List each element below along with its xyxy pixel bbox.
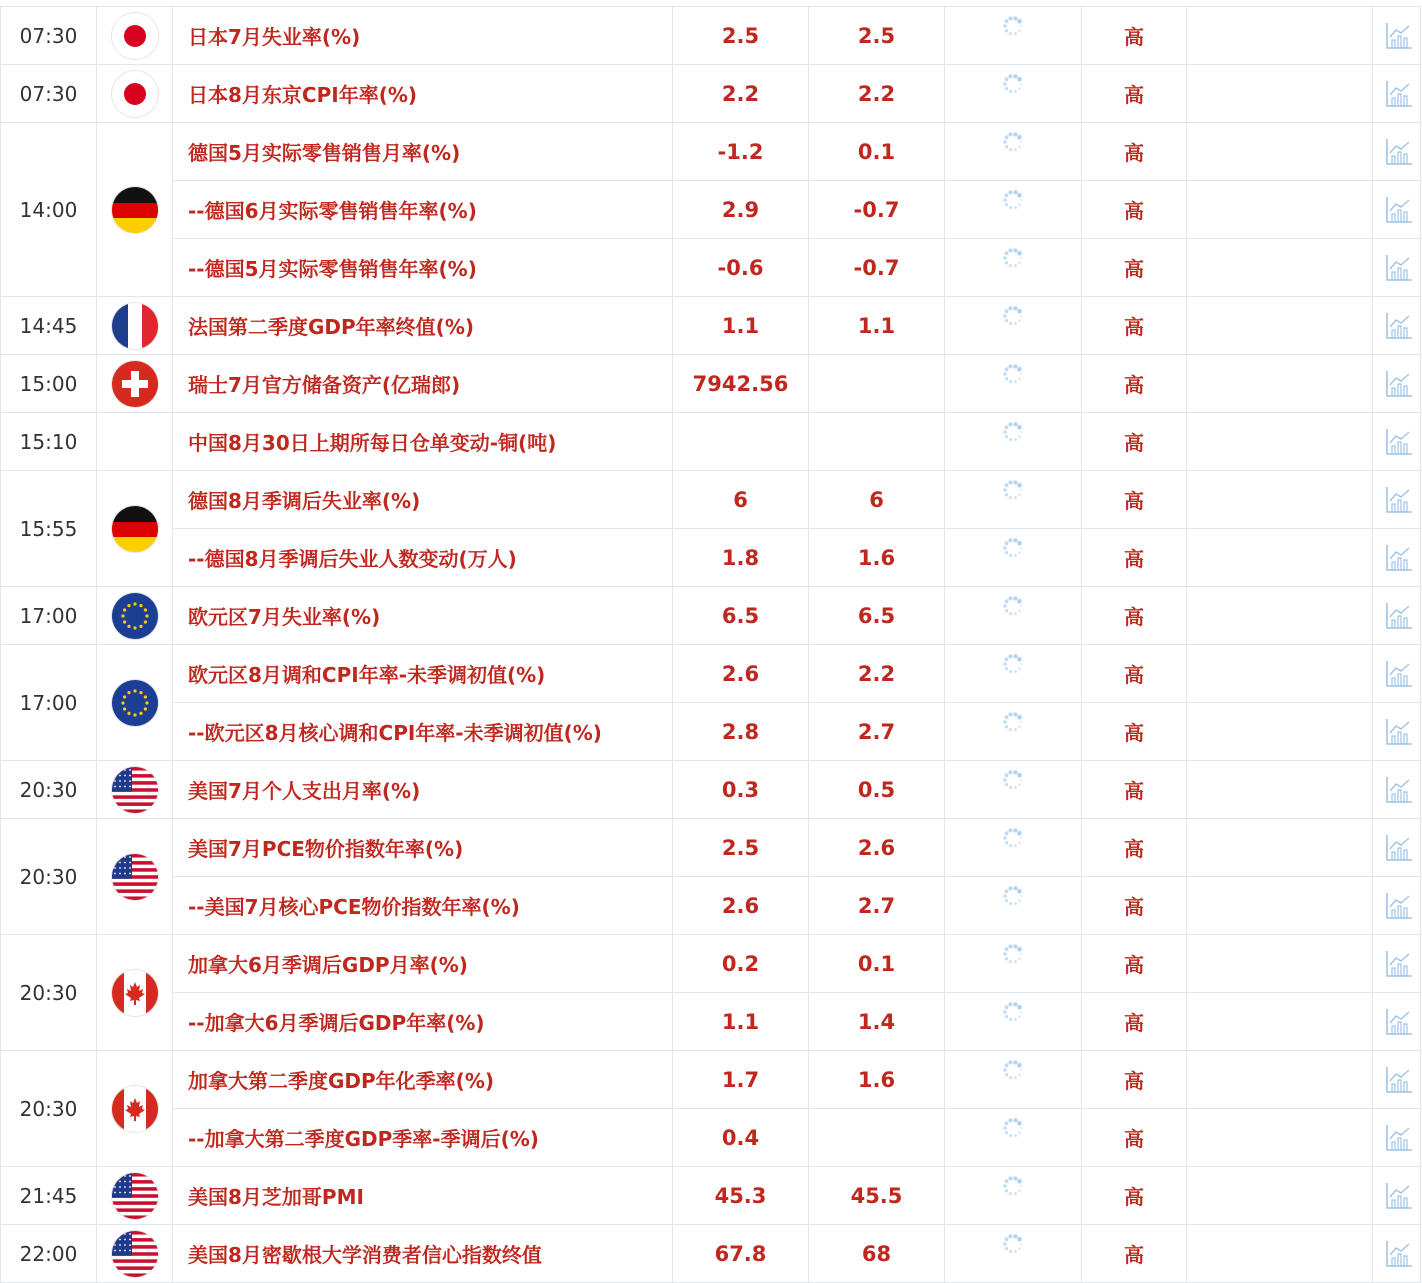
forecast-value: 1.4 [809,993,945,1051]
forecast-value: 2.7 [809,877,945,935]
chart-icon[interactable] [1380,953,1414,972]
chart-cell[interactable] [1373,935,1421,993]
table-row [1,761,1421,819]
chart-cell[interactable] [1373,1109,1421,1167]
forecast-value [809,413,945,471]
chart-cell[interactable] [1373,761,1421,819]
loading-spinner-icon [1001,780,1025,799]
chart-icon[interactable] [1380,257,1414,276]
country-cell [97,587,173,645]
loading-spinner-icon [1001,606,1025,625]
country-cell [97,297,173,355]
table-row [1,587,1421,645]
loading-spinner-icon [1001,548,1025,567]
usa-flag-icon [112,1173,158,1219]
canada-flag-icon [112,970,158,1016]
table-row [1,1225,1421,1283]
interpretation-cell [1187,181,1373,239]
table-row [1,1167,1421,1225]
chart-icon[interactable] [1380,199,1414,218]
importance-level: 高 [1082,529,1187,587]
chart-icon[interactable] [1380,83,1414,102]
actual-value-cell [945,703,1082,761]
country-cell [97,471,173,587]
event-time: 07:30 [1,65,97,123]
actual-value-cell [945,587,1082,645]
loading-spinner-icon [1001,1128,1025,1147]
forecast-value [809,355,945,413]
event-name[interactable]: 美国8月密歇根大学消费者信心指数终值 [173,1225,673,1283]
importance-level: 高 [1082,239,1187,297]
event-time: 15:10 [1,413,97,471]
chart-cell[interactable] [1373,819,1421,877]
chart-icon[interactable] [1380,1011,1414,1030]
importance-level: 高 [1082,587,1187,645]
table-row [1,819,1421,877]
importance-level: 高 [1082,1051,1187,1109]
actual-value-cell [945,761,1082,819]
interpretation-cell [1187,645,1373,703]
chart-icon[interactable] [1380,605,1414,624]
forecast-value: -0.7 [809,181,945,239]
table-row [1,1109,1421,1167]
event-name[interactable]: 德国5月实际零售销售月率(%) [173,123,673,181]
previous-value: 45.3 [673,1167,809,1225]
chart-cell[interactable] [1373,471,1421,529]
interpretation-cell [1187,413,1373,471]
loading-spinner-icon [1001,316,1025,335]
importance-level: 高 [1082,123,1187,181]
actual-value-cell [945,471,1082,529]
interpretation-cell [1187,703,1373,761]
previous-value: 6.5 [673,587,809,645]
chart-cell[interactable] [1373,1225,1421,1283]
interpretation-cell [1187,471,1373,529]
importance-level: 高 [1082,65,1187,123]
event-name[interactable]: --德国5月实际零售销售年率(%) [173,239,673,297]
event-time: 17:00 [1,587,97,645]
loading-spinner-icon [1001,490,1025,509]
table-row [1,65,1421,123]
country-cell [97,819,173,935]
event-time: 17:00 [1,645,97,761]
chart-icon[interactable] [1380,431,1414,450]
forecast-value [809,1109,945,1167]
event-name[interactable]: 欧元区7月失业率(%) [173,587,673,645]
chart-cell[interactable] [1373,993,1421,1051]
usa-flag-icon [112,854,158,900]
actual-value-cell [945,413,1082,471]
previous-value: 1.1 [673,993,809,1051]
chart-cell[interactable] [1373,529,1421,587]
previous-value [673,413,809,471]
chart-cell[interactable] [1373,181,1421,239]
loading-spinner-icon [1001,1012,1025,1031]
forecast-value: 6 [809,471,945,529]
event-time: 20:30 [1,1051,97,1167]
chart-cell[interactable] [1373,65,1421,123]
interpretation-cell [1187,1167,1373,1225]
importance-level: 高 [1082,877,1187,935]
event-name[interactable]: 美国7月个人支出月率(%) [173,761,673,819]
previous-value: 1.8 [673,529,809,587]
forecast-value: 68 [809,1225,945,1283]
chart-cell[interactable] [1373,645,1421,703]
importance-level: 高 [1082,181,1187,239]
interpretation-cell [1187,819,1373,877]
country-cell [97,935,173,1051]
importance-level: 高 [1082,7,1187,65]
canada-flag-icon [112,1086,158,1132]
chart-icon[interactable] [1380,315,1414,334]
forecast-value: 0.1 [809,935,945,993]
loading-spinner-icon [1001,896,1025,915]
germany-flag-icon [112,506,158,552]
importance-level: 高 [1082,1225,1187,1283]
loading-spinner-icon [1001,1186,1025,1205]
eurozone-flag-icon [112,680,158,726]
importance-level: 高 [1082,1109,1187,1167]
event-name[interactable]: --德国8月季调后失业人数变动(万人) [173,529,673,587]
chart-cell[interactable] [1373,355,1421,413]
table-row [1,1051,1421,1109]
previous-value: 2.8 [673,703,809,761]
actual-value-cell [945,7,1082,65]
previous-value: -1.2 [673,123,809,181]
previous-value: 2.5 [673,7,809,65]
importance-level: 高 [1082,993,1187,1051]
chart-icon[interactable] [1380,895,1414,914]
forecast-value: 1.1 [809,297,945,355]
forecast-value: 1.6 [809,1051,945,1109]
event-time: 07:30 [1,7,97,65]
event-name[interactable]: --德国6月实际零售销售年率(%) [173,181,673,239]
actual-value-cell [945,239,1082,297]
event-time: 20:30 [1,935,97,1051]
chart-icon[interactable] [1380,1127,1414,1146]
table-row [1,413,1421,471]
forecast-value: 2.7 [809,703,945,761]
forecast-value: 2.5 [809,7,945,65]
forecast-value: 1.6 [809,529,945,587]
loading-spinner-icon [1001,1244,1025,1263]
event-name[interactable]: 加拿大第二季度GDP年化季率(%) [173,1051,673,1109]
actual-value-cell [945,819,1082,877]
interpretation-cell [1187,355,1373,413]
previous-value: 2.9 [673,181,809,239]
actual-value-cell [945,1051,1082,1109]
table-row [1,529,1421,587]
interpretation-cell [1187,7,1373,65]
interpretation-cell [1187,1051,1373,1109]
chart-icon[interactable] [1380,373,1414,392]
loading-spinner-icon [1001,142,1025,161]
table-row [1,935,1421,993]
interpretation-cell [1187,1225,1373,1283]
previous-value: -0.6 [673,239,809,297]
actual-value-cell [945,1167,1082,1225]
event-time: 20:30 [1,819,97,935]
usa-flag-icon [112,767,158,813]
interpretation-cell [1187,761,1373,819]
event-time: 15:00 [1,355,97,413]
interpretation-cell [1187,65,1373,123]
country-cell [97,7,173,65]
chart-icon[interactable] [1380,779,1414,798]
country-cell [97,645,173,761]
previous-value: 0.4 [673,1109,809,1167]
event-time: 15:55 [1,471,97,587]
table-row [1,877,1421,935]
table-row [1,471,1421,529]
chart-cell[interactable] [1373,7,1421,65]
importance-level: 高 [1082,471,1187,529]
event-name[interactable]: --欧元区8月核心调和CPI年率-未季调初值(%) [173,703,673,761]
loading-spinner-icon [1001,1070,1025,1089]
table-row [1,993,1421,1051]
previous-value: 0.3 [673,761,809,819]
table-row [1,181,1421,239]
forecast-value: 2.6 [809,819,945,877]
event-name[interactable]: 瑞士7月官方储备资产(亿瑞郎) [173,355,673,413]
chart-icon[interactable] [1380,1185,1414,1204]
loading-spinner-icon [1001,200,1025,219]
chart-cell[interactable] [1373,297,1421,355]
forecast-value: 0.1 [809,123,945,181]
interpretation-cell [1187,877,1373,935]
actual-value-cell [945,297,1082,355]
table-row [1,645,1421,703]
importance-level: 高 [1082,645,1187,703]
event-name[interactable]: 中国8月30日上期所每日仓单变动-铜(吨) [173,413,673,471]
actual-value-cell [945,529,1082,587]
previous-value: 2.6 [673,645,809,703]
chart-cell[interactable] [1373,413,1421,471]
loading-spinner-icon [1001,838,1025,857]
event-name[interactable]: 法国第二季度GDP年率终值(%) [173,297,673,355]
event-time: 20:30 [1,761,97,819]
country-cell [97,761,173,819]
interpretation-cell [1187,297,1373,355]
event-name[interactable]: --加拿大第二季度GDP季率-季调后(%) [173,1109,673,1167]
actual-value-cell [945,877,1082,935]
event-name[interactable]: 日本8月东京CPI年率(%) [173,65,673,123]
previous-value: 67.8 [673,1225,809,1283]
loading-spinner-icon [1001,26,1025,45]
interpretation-cell [1187,1109,1373,1167]
event-time: 21:45 [1,1167,97,1225]
chart-cell[interactable] [1373,877,1421,935]
japan-flag-icon [112,71,158,117]
chart-icon[interactable] [1380,547,1414,566]
france-flag-icon [112,303,158,349]
country-cell [97,355,173,413]
table-row [1,703,1421,761]
forecast-value: -0.7 [809,239,945,297]
importance-level: 高 [1082,355,1187,413]
loading-spinner-icon [1001,432,1025,451]
chart-icon[interactable] [1380,1243,1414,1262]
usa-flag-icon [112,1231,158,1277]
germany-flag-icon [112,187,158,233]
previous-value: 6 [673,471,809,529]
event-name[interactable]: --美国7月核心PCE物价指数年率(%) [173,877,673,935]
event-name[interactable]: 欧元区8月调和CPI年率-未季调初值(%) [173,645,673,703]
forecast-value: 6.5 [809,587,945,645]
event-name[interactable]: 加拿大6月季调后GDP月率(%) [173,935,673,993]
chart-cell[interactable] [1373,703,1421,761]
loading-spinner-icon [1001,954,1025,973]
chart-icon[interactable] [1380,837,1414,856]
eurozone-flag-icon [112,593,158,639]
interpretation-cell [1187,529,1373,587]
actual-value-cell [945,123,1082,181]
chart-cell[interactable] [1373,1051,1421,1109]
actual-value-cell [945,935,1082,993]
event-time: 22:00 [1,1225,97,1283]
table-row [1,355,1421,413]
event-name[interactable]: 德国8月季调后失业率(%) [173,471,673,529]
event-time: 14:00 [1,123,97,297]
importance-level: 高 [1082,761,1187,819]
chart-icon[interactable] [1380,141,1414,160]
previous-value: 2.5 [673,819,809,877]
actual-value-cell [945,993,1082,1051]
economic-calendar-table [0,6,1421,1283]
actual-value-cell [945,181,1082,239]
country-cell [97,65,173,123]
previous-value: 1.1 [673,297,809,355]
actual-value-cell [945,1225,1082,1283]
forecast-value: 2.2 [809,65,945,123]
country-cell [97,1051,173,1167]
previous-value: 0.2 [673,935,809,993]
importance-level: 高 [1082,935,1187,993]
chart-icon[interactable] [1380,721,1414,740]
japan-flag-icon [112,13,158,59]
country-cell [97,413,173,471]
loading-spinner-icon [1001,84,1025,103]
chart-icon[interactable] [1380,1069,1414,1088]
interpretation-cell [1187,587,1373,645]
loading-spinner-icon [1001,722,1025,741]
importance-level: 高 [1082,819,1187,877]
chart-icon[interactable] [1380,25,1414,44]
country-cell [97,1225,173,1283]
switzerland-flag-icon [112,361,158,407]
chart-cell[interactable] [1373,123,1421,181]
actual-value-cell [945,1109,1082,1167]
importance-level: 高 [1082,1167,1187,1225]
loading-spinner-icon [1001,664,1025,683]
forecast-value: 2.2 [809,645,945,703]
interpretation-cell [1187,935,1373,993]
interpretation-cell [1187,123,1373,181]
event-name[interactable]: 美国8月芝加哥PMI [173,1167,673,1225]
forecast-value: 0.5 [809,761,945,819]
actual-value-cell [945,355,1082,413]
interpretation-cell [1187,993,1373,1051]
previous-value: 2.2 [673,65,809,123]
table-row [1,7,1421,65]
chart-cell[interactable] [1373,1167,1421,1225]
importance-level: 高 [1082,297,1187,355]
table-row [1,239,1421,297]
previous-value: 1.7 [673,1051,809,1109]
interpretation-cell [1187,239,1373,297]
forecast-value: 45.5 [809,1167,945,1225]
table-row [1,297,1421,355]
importance-level: 高 [1082,703,1187,761]
actual-value-cell [945,645,1082,703]
chart-icon[interactable] [1380,489,1414,508]
actual-value-cell [945,65,1082,123]
event-time: 14:45 [1,297,97,355]
country-cell [97,123,173,297]
event-name[interactable]: --加拿大6月季调后GDP年率(%) [173,993,673,1051]
previous-value: 7942.56 [673,355,809,413]
importance-level: 高 [1082,413,1187,471]
table-row [1,123,1421,181]
loading-spinner-icon [1001,374,1025,393]
chart-icon[interactable] [1380,663,1414,682]
event-name[interactable]: 美国7月PCE物价指数年率(%) [173,819,673,877]
previous-value: 2.6 [673,877,809,935]
event-name[interactable]: 日本7月失业率(%) [173,7,673,65]
chart-cell[interactable] [1373,587,1421,645]
loading-spinner-icon [1001,258,1025,277]
country-cell [97,1167,173,1225]
chart-cell[interactable] [1373,239,1421,297]
